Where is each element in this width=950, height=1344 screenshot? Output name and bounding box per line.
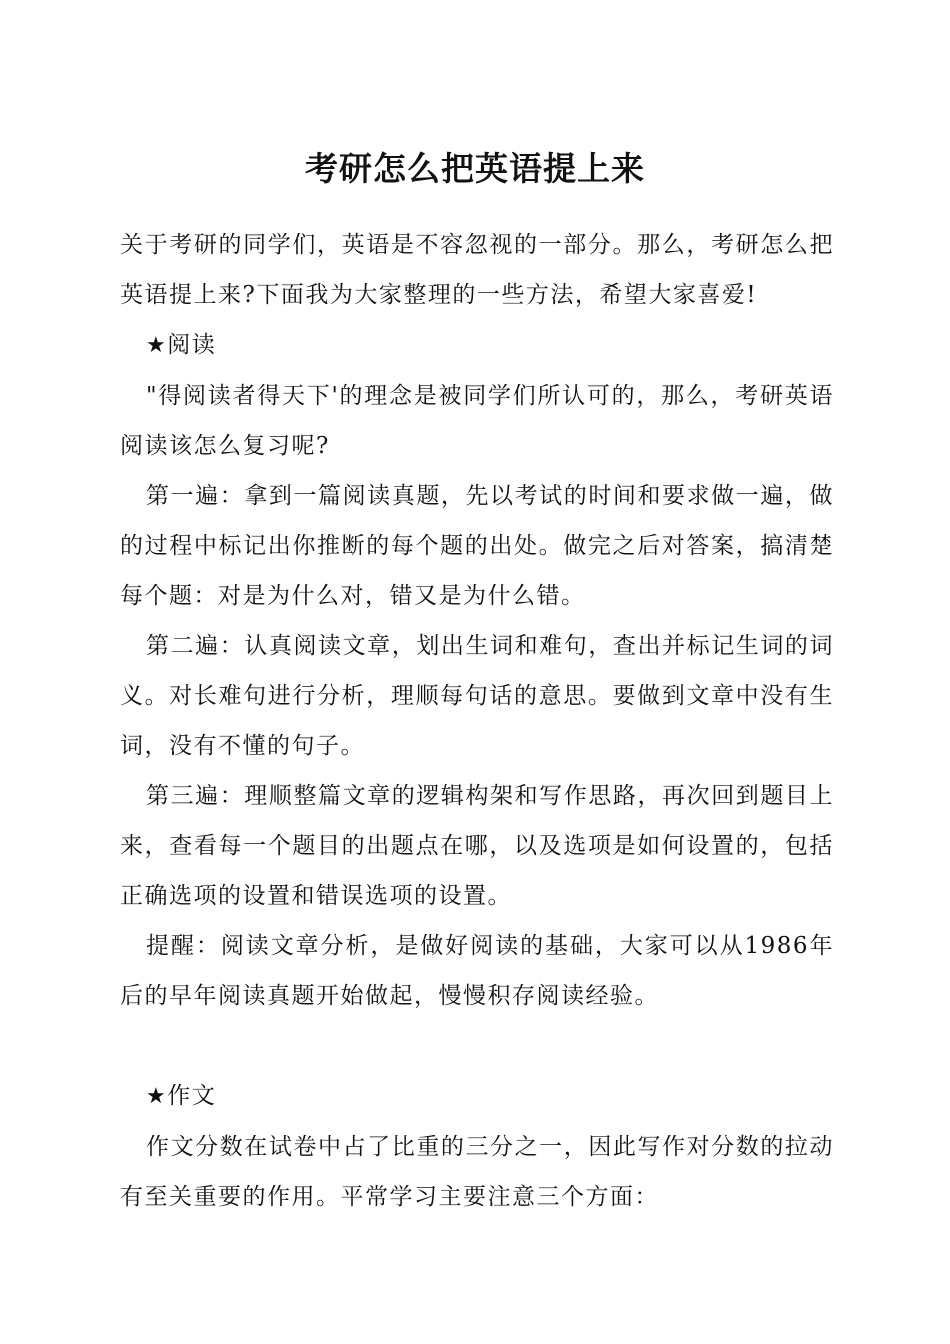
writing-heading-text: 作文 [167,1083,217,1109]
document-title: 考研怎么把英语提上来 [305,149,645,188]
star-icon: ★ [146,333,168,358]
reading-paragraph-4: 第三遍：理顺整篇文章的逻辑构架和写作思路，再次回到题目上来，查看每一个题目的出题点在哪，以及选项是如何设置的，包括正确选项的设置和错误选项的设置。 [120,783,834,909]
reading-heading-text: 阅读 [167,332,217,358]
blank-line [120,1021,834,1071]
writing-paragraph-1: 作文分数在试卷中占了比重的三分之一，因此写作对分数的拉动有至关重要的作用。平常学习主要注意三个方面： [120,1134,834,1210]
reading-heading [120,320,834,371]
document-body [120,220,834,1222]
intro-paragraph: 关于考研的同学们，英语是不容忽视的一部分。那么，考研怎么把英语提上来?下面我为大家整理的一些方法，希望大家喜爱! [120,232,834,308]
reading-paragraph-1: "得阅读者得天下'的理念是被同学们所认可的，那么，考研英语阅读该怎么复习呢? [120,383,834,459]
reading-paragraph-5: 提醒：阅读文章分析，是做好阅读的基础，大家可以从1986年后的早年阅读真题开始做起，慢慢积存阅读经验。 [120,933,834,1009]
reading-paragraph-3: 第二遍：认真阅读文章，划出生词和难句，查出并标记生词的词义。对长难句进行分析，理顺每句话的意思。要做到文章中没有生词，没有不懂的句子。 [120,633,834,759]
writing-heading [120,1071,834,1122]
reading-paragraph-2: 第一遍：拿到一篇阅读真题，先以考试的时间和要求做一遍，做的过程中标记出你推断的每个题的出处。做完之后对答案，搞清楚每个题：对是为什么对，错又是为什么错。 [120,483,834,609]
star-icon: ★ [146,1084,168,1109]
